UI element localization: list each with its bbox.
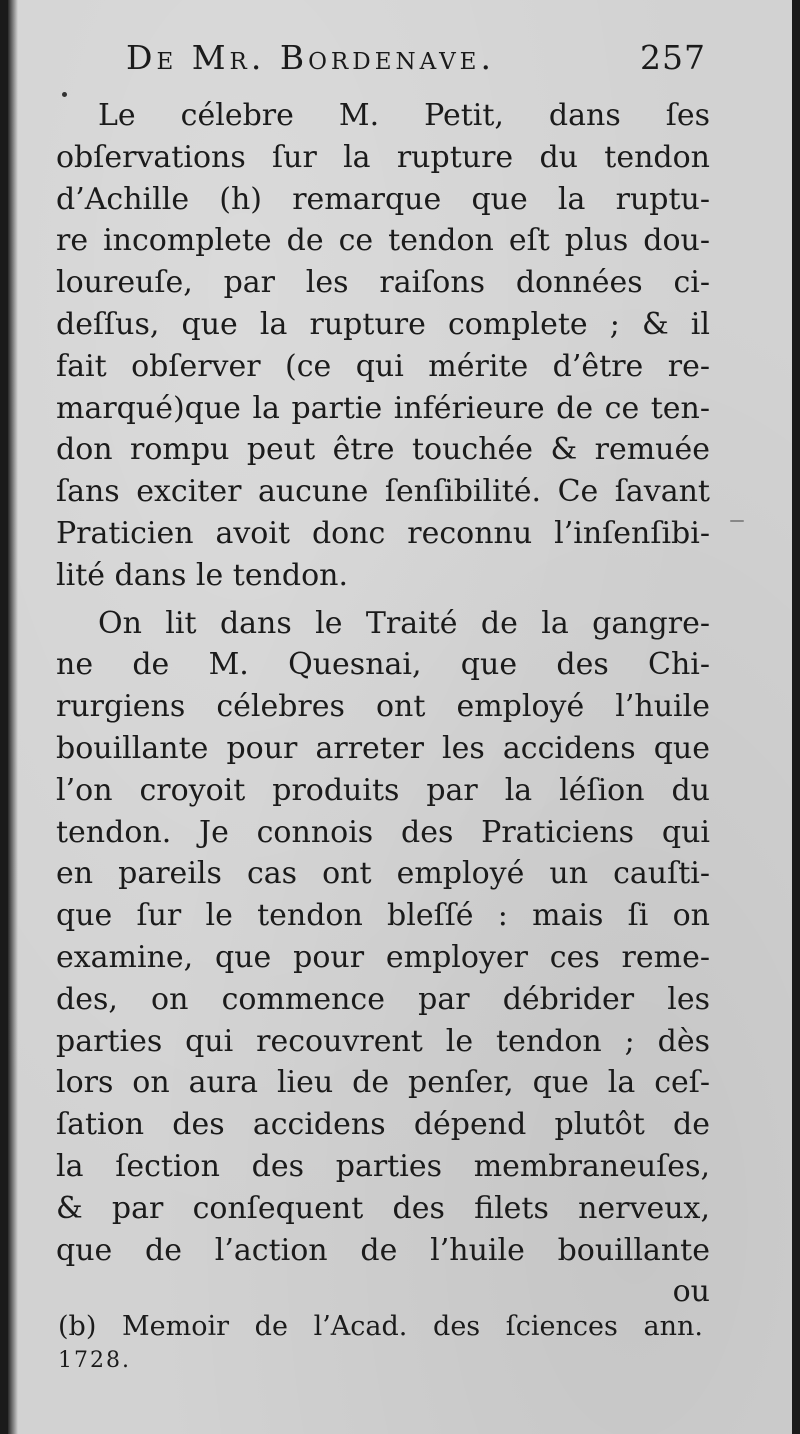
running-head-title: De Mr. Bordenave. [126, 38, 495, 77]
gutter-shadow [8, 0, 18, 1434]
text-line: deſſus, que la rupture complete ; & il [56, 306, 710, 342]
ink-speck [62, 92, 67, 97]
text-line: la ſection des parties membraneuſes, [56, 1148, 710, 1184]
text-line: bouillante pour arreter les accidens que [56, 730, 710, 766]
text-line: re incomplete de ce tendon eſt plus dou- [56, 223, 710, 259]
catchword: ou [672, 1274, 710, 1310]
text-line: d’Achille (h) remarque que la ruptu- [56, 181, 710, 217]
text-line: des, on commence par débrider les [56, 981, 710, 1017]
text-line: rurgiens célebres ont employé l’huile [56, 689, 710, 725]
ink-speck [730, 520, 744, 522]
footnote-line: (b) Memoir de l’Acad. des ſciences ann. [58, 1311, 703, 1342]
text-line: l’on croyoit produits par la léſion du [56, 772, 710, 808]
text-line: & par conſequent des filets nerveux, [56, 1190, 710, 1226]
page-number: 257 [640, 38, 706, 77]
text-line: Praticien avoit donc reconnu l’inſenſibi- [56, 515, 710, 551]
body-text [56, 95, 710, 1313]
text-line: On lit dans le Traité de la gangre- [98, 605, 710, 641]
footnote [58, 1310, 703, 1378]
text-line: marqué)que la partie inférieure de ce ten- [56, 390, 710, 426]
text-line: tendon. Je connois des Praticiens qui [56, 814, 710, 850]
text-line: ſation des accidens dépend plutôt de [56, 1107, 710, 1143]
text-line: fait obſerver (ce qui mérite d’être re- [56, 348, 710, 384]
text-line: ſans exciter aucune ſenſibilité. Ce ſavant [56, 474, 710, 510]
text-line: ne de M. Quesnai, que des Chi- [56, 647, 710, 683]
text-line: lité dans le tendon. [56, 557, 349, 593]
text-line: obſervations ſur la rupture du tendon [56, 139, 710, 175]
text-line: en pareils cas ont employé un cauſti- [56, 856, 710, 892]
text-line: examine, que pour employer ces reme- [56, 939, 710, 975]
running-head [126, 38, 716, 84]
text-line: que de l’action de l’huile bouillante [56, 1232, 710, 1268]
text-line: parties qui recouvrent le tendon ; dès [56, 1023, 710, 1059]
text-line: don rompu peut être touchée & remuée [56, 432, 710, 468]
text-line: lors on aura lieu de penſer, que la ceſ- [56, 1065, 710, 1101]
text-line: que ſur le tendon bleſſé : mais ſi on [56, 898, 710, 934]
book-page [8, 0, 792, 1434]
text-line: Le célebre M. Petit, dans ſes [98, 98, 710, 133]
footnote-line: 1728. [58, 1348, 131, 1373]
text-line: loureuſe, par les raiſons données ci- [56, 265, 710, 301]
